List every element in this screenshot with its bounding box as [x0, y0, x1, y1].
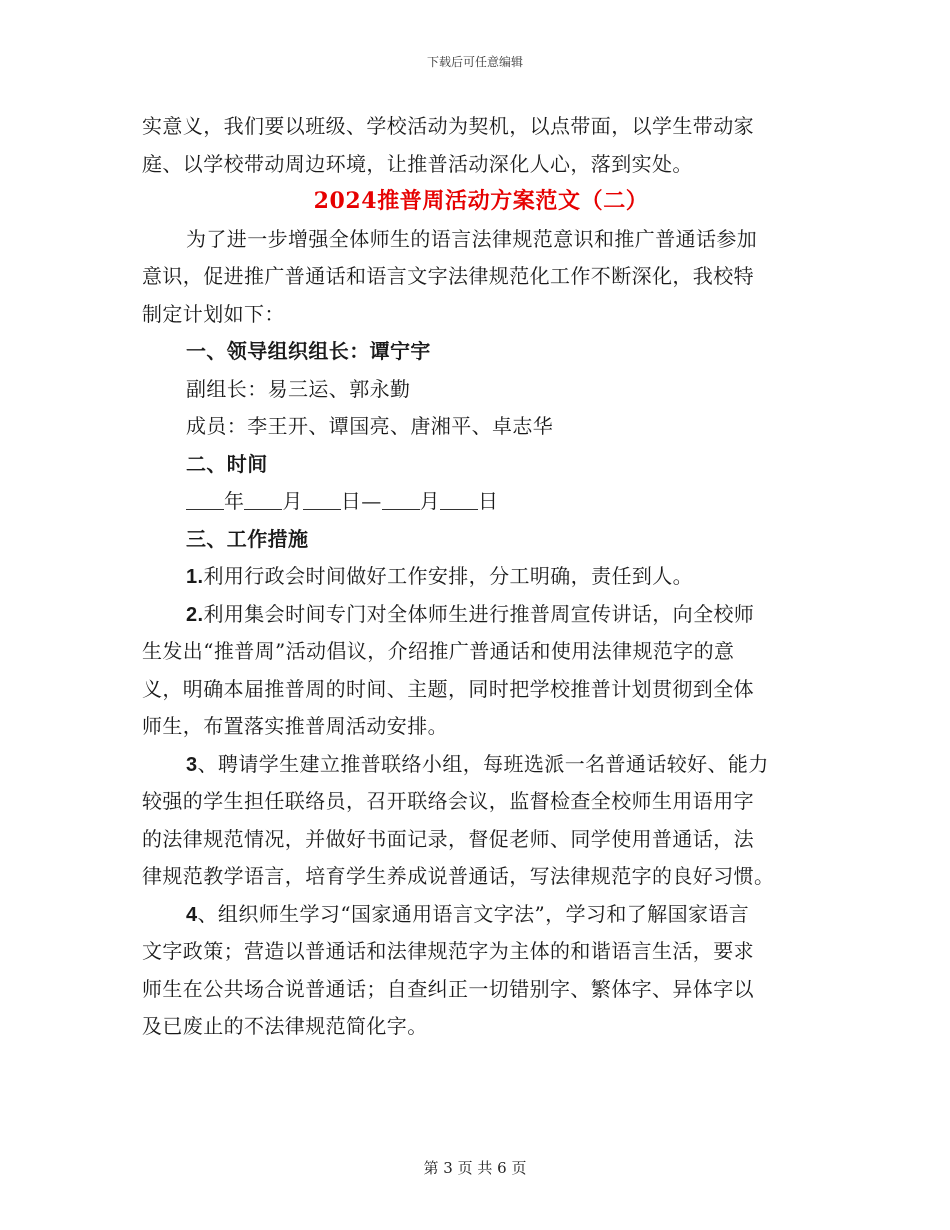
page-footer: 第 3 页 共 6 页 — [423, 1159, 527, 1177]
measure-item-3 — [142, 746, 810, 784]
item-number: 2. — [186, 603, 204, 626]
paragraph-line: 义，明确本届推普周的时间、主题，同时把学校推普计划贯彻到全体 — [142, 676, 754, 701]
header-note: 下载后可任意编辑 — [426, 55, 523, 69]
blank-line — [186, 489, 224, 510]
paragraph-line: 文字政策；营造以普通话和法律规范字为主体的和谐语言生活，要求 — [142, 939, 754, 963]
date-unit: 年 — [224, 489, 245, 513]
paragraph-line: 的法律规范情况，并做好书面记录，督促老师、同学使用普通话，法 — [142, 826, 754, 851]
paragraph-line: 师生在公共场合说普通话；自查纠正一切错别字、繁体字、异体字以 — [142, 976, 754, 1001]
section-heading-time: 二、时间 — [186, 451, 268, 476]
paragraph-line: 及已废止的不法律规范简化字。 — [142, 1014, 428, 1038]
date-unit: 日 — [478, 489, 499, 513]
item-text: 、聘请学生建立推普联络小组，每班选派一名普通话较好、能力 — [197, 751, 769, 776]
date-range-blanks — [142, 483, 810, 521]
paragraph-line: 制定计划如下： — [142, 301, 285, 326]
intro-line: 实意义，我们要以班级、学校活动为契机，以点带面，以学生带动家 — [142, 114, 754, 138]
paragraph-line: 师生，布置落实推普周活动安排。 — [142, 714, 448, 738]
blank-line — [244, 489, 282, 510]
date-unit: 月 — [419, 489, 441, 513]
paragraph-line: 意识，促进推广普通话和语言文字法律规范化工作不断深化，我校特 — [142, 264, 754, 288]
measure-item-2 — [142, 596, 810, 634]
date-unit: 日— — [340, 489, 382, 513]
intro-line: 庭、以学校带动周边环境，让推普活动深化人心，落到实处。 — [142, 151, 693, 176]
item-number: 1. — [186, 566, 204, 588]
item-text: 利用行政会时间做好工作安排，分工明确，责任到人。 — [203, 564, 694, 588]
blank-line — [440, 489, 478, 510]
paragraph-line: 为了进一步增强全体师生的语言法律规范意识和推广普通话参加 — [186, 226, 758, 251]
blank-line — [382, 489, 420, 510]
measure-item-4 — [142, 896, 810, 934]
document-title: 2024推普周活动方案范文（二） — [313, 188, 649, 214]
item-number: 3 — [186, 753, 198, 776]
paragraph-line: 律规范教学语言，培育学生养成说普通话，写法律规范字的良好习惯。 — [142, 864, 775, 888]
item-text: 利用集会时间专门对全体师生进行推普周宣传讲话，向全校师 — [203, 601, 755, 626]
item-number: 4 — [186, 903, 198, 926]
paragraph-line: 较强的学生担任联络员，召开联络会议，监督检查全校师生用语用字 — [142, 789, 754, 813]
members: 成员：李王开、谭国亮、唐湘平、卓志华 — [186, 414, 554, 438]
document-body — [142, 108, 810, 1046]
section-heading-measures: 三、工作措施 — [186, 526, 309, 551]
paragraph-line: 生发出“推普周”活动倡议，介绍推广普通话和使用法律规范字的意 — [142, 639, 735, 663]
section-heading-leadership: 一、领导组织组长：谭宁宇 — [186, 339, 431, 363]
measure-item-1 — [142, 558, 810, 596]
item-text: 、组织师生学习“国家通用语言文字法”，学习和了解国家语言 — [197, 901, 750, 926]
deputy-leaders: 副组长：易三运、郭永勤 — [186, 376, 411, 401]
blank-line — [303, 489, 341, 510]
date-unit: 月 — [282, 489, 303, 513]
